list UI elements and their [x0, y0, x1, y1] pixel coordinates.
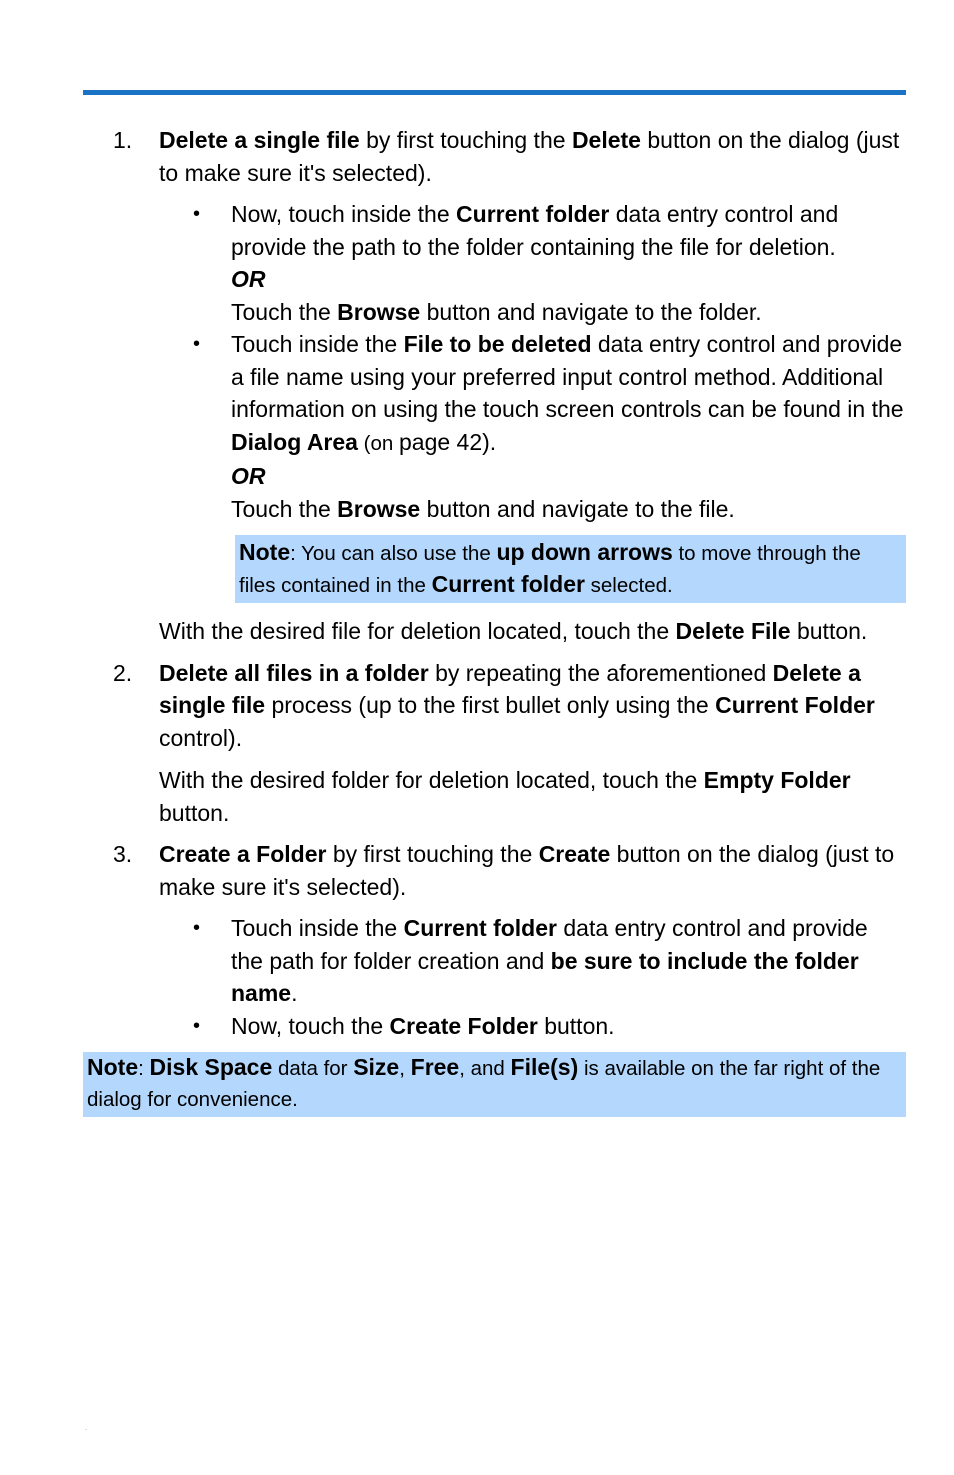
cross-reference-link[interactable]: Dialog Area — [231, 428, 358, 455]
bottom-note-box: Note: Disk Space data for Size, Free, and File(s) is available on the far right of the dialog for convenience. — [83, 1052, 906, 1117]
item-number: 2. — [113, 659, 133, 686]
page-mark: . — [85, 1423, 88, 1432]
item-intro: Delete a single file by first touching the Delete button on the dialog (just to make sure it's selected). — [159, 127, 900, 186]
item-followup: With the desired file for deletion located, touch the Delete File button. — [159, 618, 868, 644]
bullet-list — [159, 912, 906, 1042]
content — [83, 124, 906, 1117]
bullet-icon: • — [193, 917, 201, 939]
bullet-icon: • — [193, 1014, 201, 1037]
bullet-icon: • — [193, 203, 201, 225]
bullet-item: • Now, touch inside the Current folder data entry control and provide the path to the folder containing the file for deletion. OR Touch the Browse button and navigate to the folder. — [83, 198, 906, 328]
or-label: OR — [231, 463, 266, 489]
item-intro: Create a Folder by first touching the Create button on the dialog (just to make sure it's selected). — [159, 841, 895, 900]
list-item-1 — [83, 124, 906, 648]
bullet-list — [159, 198, 906, 525]
item-number: 1. — [113, 127, 133, 153]
note-box: Note: You can also use the up down arrows to move through the files contained in the Current folder selected. — [235, 535, 906, 603]
bullet-icon: • — [193, 333, 201, 355]
item-intro: Delete all files in a folder by repeating the aforementioned Delete a single file process (up to the first bullet only using the Current Folder control). — [159, 659, 875, 751]
bullet-item: • Touch inside the Current folder data entry control and provide the path for folder creation and be sure to include the folder name. — [83, 912, 906, 1010]
bullet-item: • Now, touch the Create Folder button. — [83, 1010, 906, 1043]
bullet-item: • Touch inside the File to be deleted data entry control and provide a file name using your preferred input control method. Additional information on using the touch screen controls can be found in the Dialog Area (on page 42). OR Touch the Browse button and navigate to the file. — [83, 328, 906, 525]
list-item-2 — [83, 657, 906, 830]
or-label: OR — [231, 266, 266, 292]
list-item-3 — [83, 838, 906, 1042]
item-followup: With the desired folder for deletion located, touch the Empty Folder button. — [159, 767, 851, 826]
item-number: 3. — [113, 841, 133, 867]
header-rule — [83, 90, 906, 95]
